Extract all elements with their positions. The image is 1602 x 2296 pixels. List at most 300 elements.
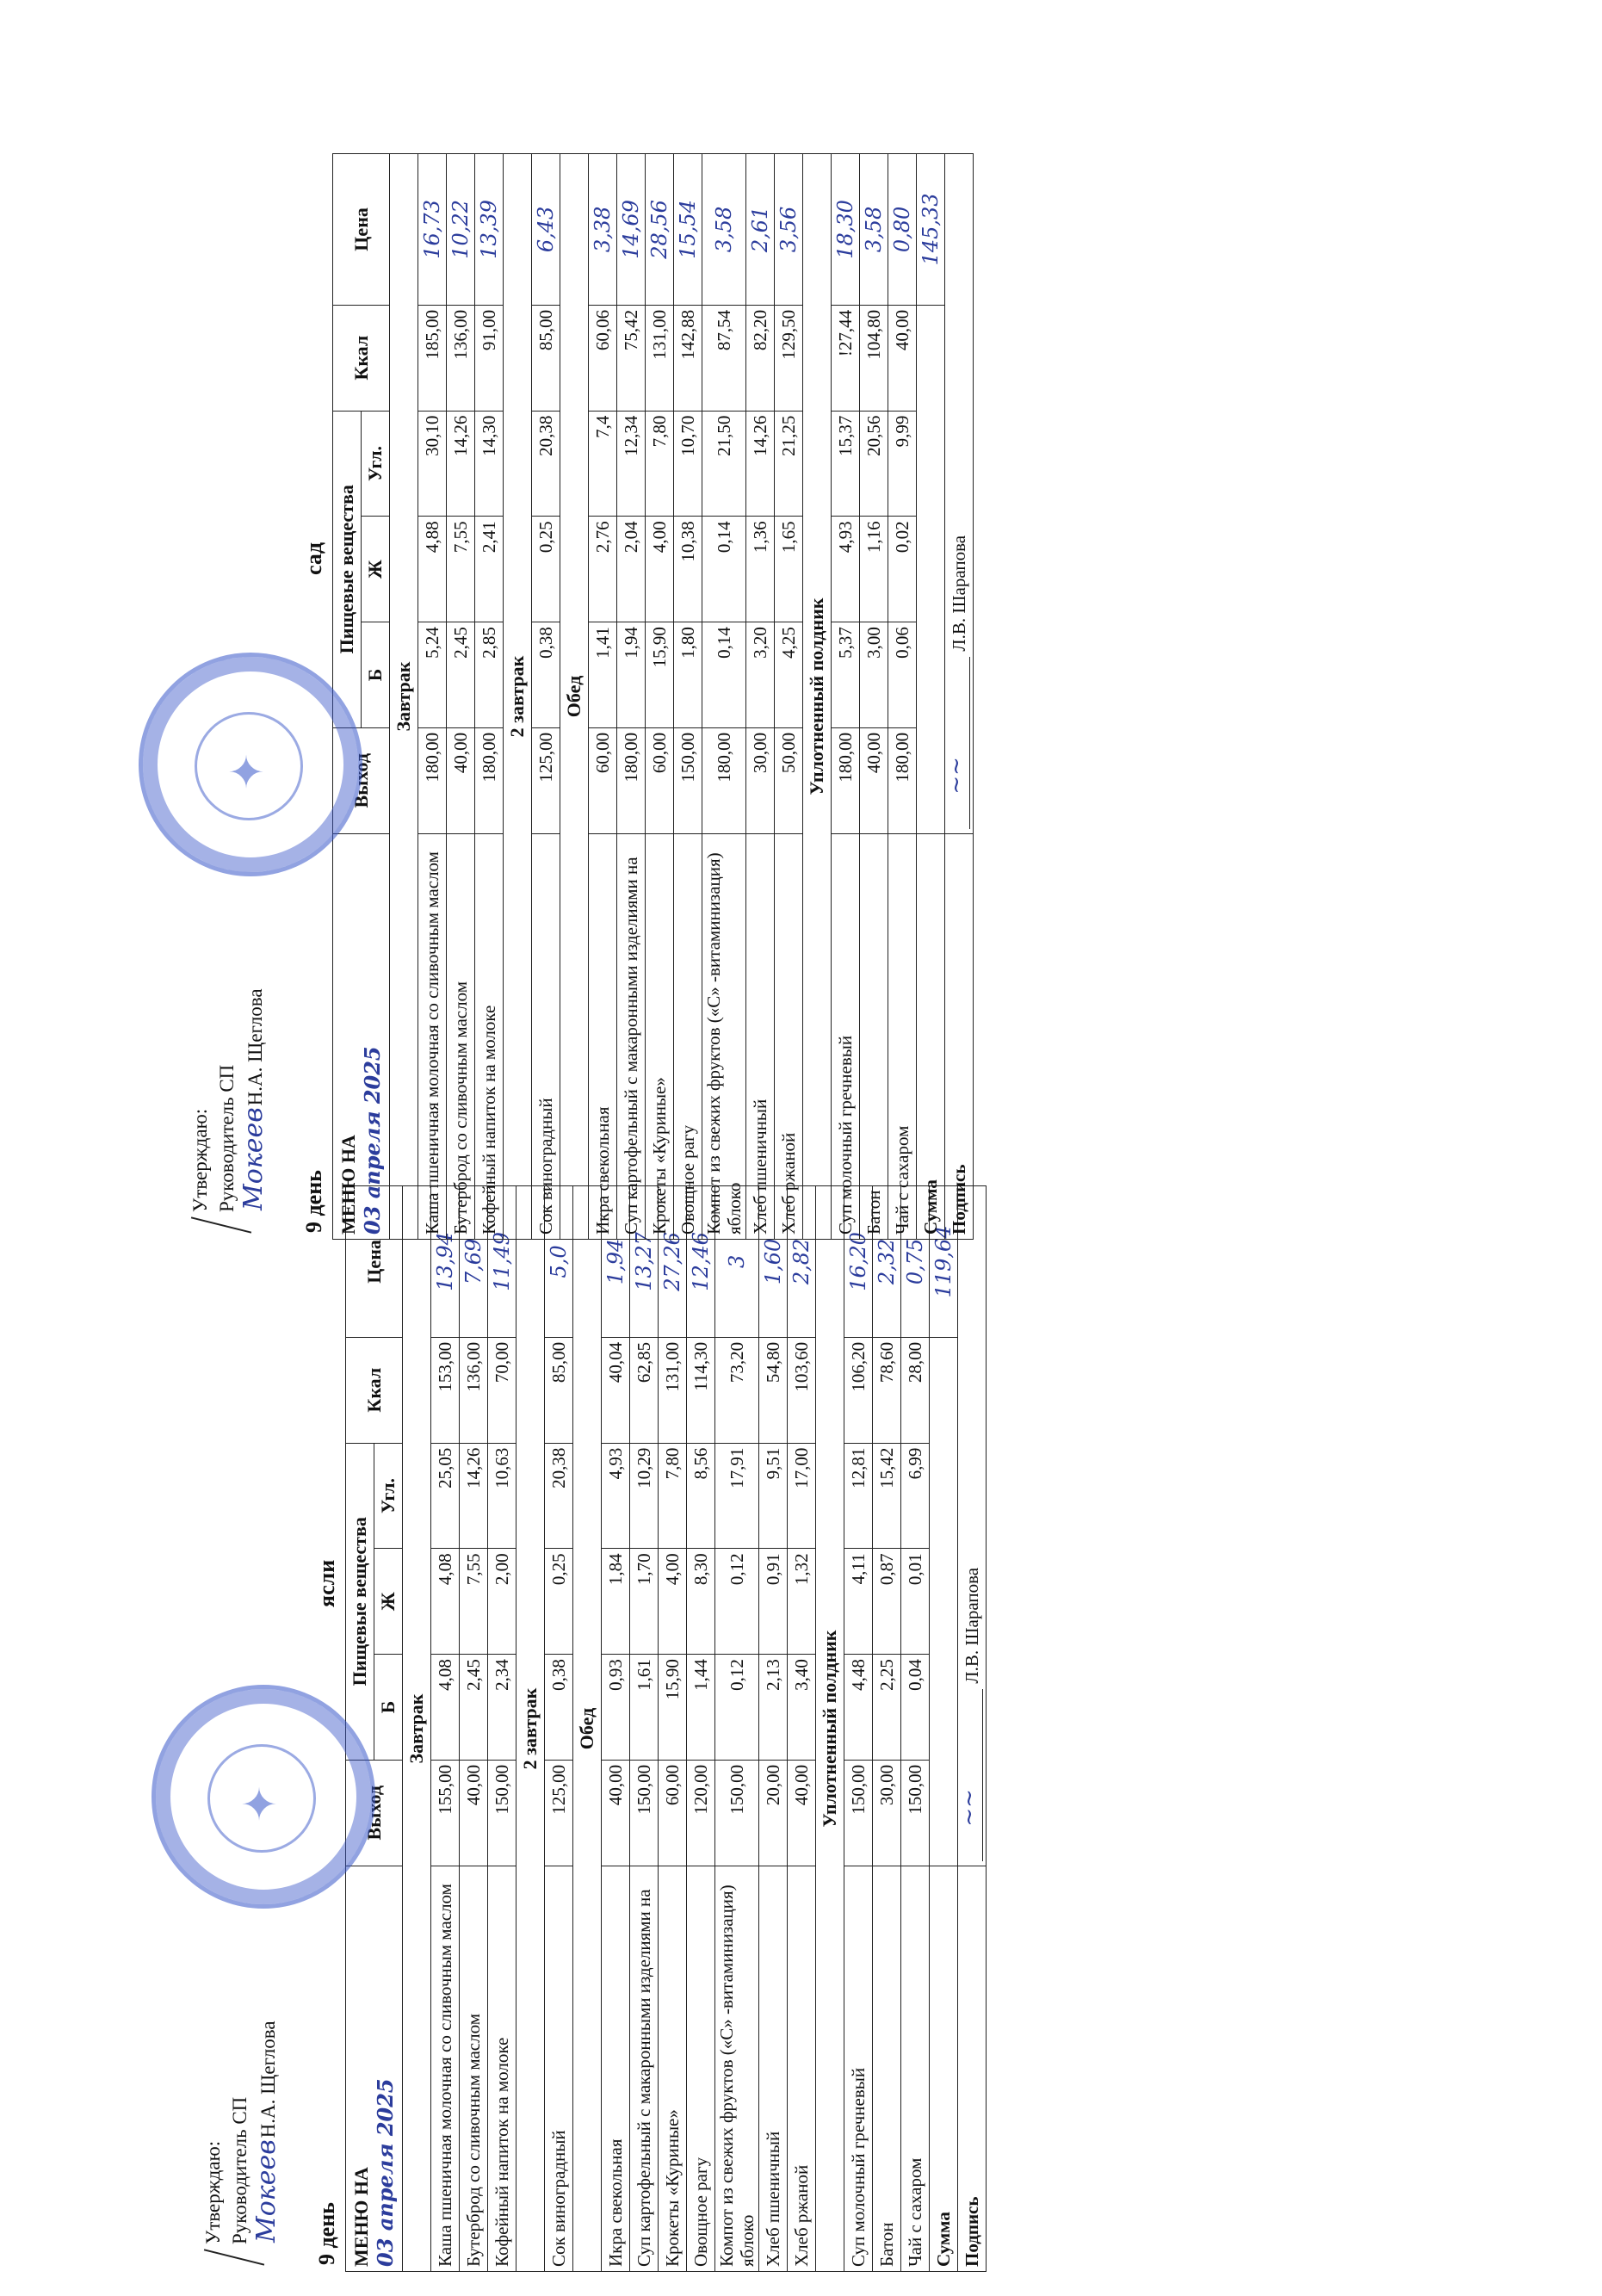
dish-protein: 1,94 [617,622,646,728]
menu-title-cell [346,1866,403,2271]
dish-carbs: 12,34 [617,411,646,517]
dish-name: Суп картофельный с макаронными изделиями на [617,833,646,1239]
table-row [788,1186,816,2272]
dish-kcal: 136,00 [460,1337,488,1443]
table-row [844,1186,873,2272]
dish-protein: 0,38 [532,622,560,728]
col-price: Цена [333,154,390,306]
dish-price: 11,49 [488,1186,516,1338]
dish-name: Каша пшеничная молочная со сливочным маслом [418,833,447,1239]
dish-carbs: 30,10 [418,411,447,517]
dish-fat: 4,11 [844,1549,873,1655]
dish-kcal: 62,85 [630,1337,659,1443]
dish-price: 3,58 [860,154,888,306]
signature-scribble: ~~ [943,757,969,795]
table-row [759,1186,788,2272]
dish-name: Суп молочный гречневый [832,833,860,1239]
dish-kcal: 78,60 [873,1337,901,1443]
dish-protein: 2,13 [759,1655,788,1761]
table-row [617,154,646,1240]
dish-output: 30,00 [746,727,775,833]
dish-carbs: 7,80 [659,1443,687,1549]
dish-kcal: 185,00 [418,305,447,411]
dish-protein: 0,93 [602,1655,630,1761]
dish-carbs: 15,42 [873,1443,901,1549]
table-row [715,1186,759,2272]
dish-protein: 0,04 [901,1655,930,1761]
col-protein: Б [374,1655,403,1761]
col-kcal: Ккал [346,1337,403,1443]
dish-protein: 2,25 [873,1655,901,1761]
table-row [602,1186,630,2272]
dish-fat: 1,65 [775,517,803,622]
dish-output: 60,00 [659,1760,687,1866]
dish-protein: 4,08 [431,1655,460,1761]
eagle-emblem-icon: ✦ [224,752,273,790]
dish-carbs: 7,4 [589,411,617,517]
table-row [873,1186,901,2272]
dish-kcal: 131,00 [646,305,674,411]
dish-fat: 0,01 [901,1549,930,1655]
dish-price: 2,32 [873,1186,901,1338]
sum-label: Сумма [917,833,945,1239]
dish-kcal: 91,00 [475,305,504,411]
dish-name: Суп молочный гречневый [844,1866,873,2271]
table-row [702,154,746,1240]
dish-fat: 0,25 [532,517,560,622]
dish-carbs: 10,63 [488,1443,516,1549]
approve-label: Утверждаю: [189,1108,211,1212]
dish-price: 3,56 [775,154,803,306]
dish-output: 60,00 [589,727,617,833]
dish-output: 40,00 [788,1760,816,1866]
dish-price: 27,26 [659,1186,687,1338]
dish-price: 6,43 [532,154,560,306]
dish-output: 60,00 [646,727,674,833]
dish-fat: 10,38 [674,517,702,622]
sum-row [917,154,945,1240]
dish-price: 12,46 [687,1186,715,1338]
dish-price: 2,82 [788,1186,816,1338]
dish-output: 125,00 [545,1760,573,1866]
menu-table [345,1185,987,2272]
dish-price: 13,94 [431,1186,460,1338]
dish-kcal: 75,42 [617,305,646,411]
menu-table [332,153,974,1240]
table-row [746,154,775,1240]
signature-label: Подпись [945,833,974,1239]
dish-carbs: 9,99 [888,411,917,517]
dish-carbs: 7,80 [646,411,674,517]
dish-price: 14,69 [617,154,646,306]
dish-protein: 3,40 [788,1655,816,1761]
table-row [659,1186,687,2272]
dish-kcal: 73,20 [715,1337,759,1443]
dish-output: 150,00 [674,727,702,833]
dish-name: Овощное рагу [687,1866,715,2271]
dish-carbs: 12,81 [844,1443,873,1549]
dish-name: Сок виноградный [532,833,560,1239]
table-row [901,1186,930,2272]
dish-name: Компот из свежих фруктов («С» -витаминизация) яблоко [702,833,746,1239]
dish-protein: 0,38 [545,1655,573,1761]
dish-protein: 15,90 [646,622,674,728]
dish-kcal: 28,00 [901,1337,930,1443]
section-row [816,1186,844,2272]
dish-protein: 0,14 [702,622,746,728]
dish-output: 150,00 [715,1760,759,1866]
dish-price: 1,94 [602,1186,630,1338]
table-row [532,154,560,1240]
dish-protein: 15,90 [659,1655,687,1761]
dish-protein: 1,61 [630,1655,659,1761]
dish-name: Сок виноградный [545,1866,573,2271]
menu-date: 03 апреля 2025 [360,1046,385,1235]
dish-carbs: 14,26 [447,411,475,517]
dish-price: 5,0 [545,1186,573,1338]
col-kcal: Ккал [333,305,390,411]
document-header [173,145,332,1264]
dish-output: 180,00 [617,727,646,833]
dish-name: Кофейный напиток на молоке [475,833,504,1239]
official-stamp [152,1685,375,1909]
dish-carbs: 20,38 [532,411,560,517]
dish-fat: 2,00 [488,1549,516,1655]
dish-fat: 4,93 [832,517,860,622]
dish-output: 40,00 [602,1760,630,1866]
approver-name: Н.А. Щеглова [244,988,266,1106]
dish-price: 16,20 [844,1186,873,1338]
dish-kcal: 106,20 [844,1337,873,1443]
dish-kcal: 131,00 [659,1337,687,1443]
approver-name: Н.А. Щеглова [257,2021,279,2138]
dish-name: Хлеб пшеничный [746,833,775,1239]
dish-fat: 0,25 [545,1549,573,1655]
dish-carbs: 10,29 [630,1443,659,1549]
dish-kcal: 82,20 [746,305,775,411]
dish-protein: 2,85 [475,622,504,728]
section-title: Уплотненный полдник [803,154,832,1240]
menu-title: МЕНЮ НА [350,2167,372,2267]
dish-kcal: 60,06 [589,305,617,411]
signature-line [943,657,970,829]
dish-kcal: 40,04 [602,1337,630,1443]
signature-row [945,154,974,1240]
col-price: Цена [346,1186,403,1338]
dish-kcal: !27,44 [832,305,860,411]
dish-output: 150,00 [488,1760,516,1866]
dish-fat: 4,88 [418,517,447,622]
approver-position: Руководитель СП [229,2096,251,2244]
dish-price: 3,58 [702,154,746,306]
dish-name: Кофейный напиток на молоке [488,1866,516,2271]
dish-protein: 2,45 [447,622,475,728]
dish-name: Батон [860,833,888,1239]
dish-fat: 4,00 [659,1549,687,1655]
dish-price: 28,56 [646,154,674,306]
dish-name: Суп картофельный с макаронными изделиями на [630,1866,659,2271]
dish-carbs: 20,56 [860,411,888,517]
dish-price: 0,75 [901,1186,930,1338]
table-row [888,154,917,1240]
approve-label: Утверждаю: [202,2140,224,2244]
dish-output: 40,00 [860,727,888,833]
dish-kcal: 40,00 [888,305,917,411]
group-label: ясли [314,1559,339,1607]
dish-protein: 4,48 [844,1655,873,1761]
dish-price: 3,38 [589,154,617,306]
col-carbs: Угл. [362,411,390,517]
section-row [560,154,589,1240]
section-title: 2 завтрак [516,1186,545,2272]
col-nutrients: Пищевые вещества [346,1443,374,1760]
signatory-name: Л.В. Шарапова [948,535,969,652]
dish-kcal: 70,00 [488,1337,516,1443]
dish-protein: 4,25 [775,622,803,728]
sum-label: Сумма [930,1866,958,2271]
approver-signature: Мокеев [238,1107,269,1210]
dish-carbs: 25,05 [431,1443,460,1549]
dish-name: Чай с сахаром [888,833,917,1239]
dish-name: Хлеб ржаной [788,1866,816,2271]
table-row [775,154,803,1240]
dish-protein: 0,06 [888,622,917,728]
section-title: Обед [573,1186,602,2272]
dish-price: 2,61 [746,154,775,306]
dish-fat: 1,32 [788,1549,816,1655]
table-row [488,1186,516,2272]
approval-block [200,2021,281,2244]
dish-fat: 0,02 [888,517,917,622]
dish-kcal: 85,00 [532,305,560,411]
section-title: 2 завтрак [504,154,532,1240]
dish-fat: 7,55 [447,517,475,622]
menu-title: МЕНЮ НА [337,1135,359,1235]
signature-label: Подпись [958,1866,987,2271]
dish-carbs: 15,37 [832,411,860,517]
dish-carbs: 9,51 [759,1443,788,1549]
section-title: Завтрак [390,154,418,1240]
menu-nursery [186,1177,982,2296]
dish-output: 180,00 [702,727,746,833]
table-row [646,154,674,1240]
dish-output: 40,00 [460,1760,488,1866]
dish-carbs: 17,00 [788,1443,816,1549]
dish-output: 40,00 [447,727,475,833]
dish-protein: 2,45 [460,1655,488,1761]
menu-title-cell [333,833,390,1239]
sum-row [930,1186,958,2272]
group-label: сад [301,542,326,575]
dish-name: Чай с сахаром [901,1866,930,2271]
approver-signature: Мокеев [251,2139,281,2243]
dish-output: 180,00 [832,727,860,833]
dish-output: 50,00 [775,727,803,833]
dish-carbs: 6,99 [901,1443,930,1549]
dish-kcal: 54,80 [759,1337,788,1443]
dish-fat: 1,36 [746,517,775,622]
dish-name: Хлеб пшеничный [759,1866,788,2271]
dish-name: Бутерброд со сливочным маслом [460,1866,488,2271]
document-header [186,1177,345,2296]
dish-name: Овощное рагу [674,833,702,1239]
dish-protein: 1,41 [589,622,617,728]
dish-carbs: 14,26 [460,1443,488,1549]
dish-name: Бутерброд со сливочным маслом [447,833,475,1239]
table-row [418,154,447,1240]
dish-kcal: 114,30 [687,1337,715,1443]
dish-name: Батон [873,1866,901,2271]
dish-kcal: 87,54 [702,305,746,411]
day-label: 9 день [314,2202,339,2265]
table-row [545,1186,573,2272]
dish-name: Икра свекольная [589,833,617,1239]
dish-carbs: 8,56 [687,1443,715,1549]
dish-fat: 4,00 [646,517,674,622]
dish-price: 7,69 [460,1186,488,1338]
col-fat: Ж [362,517,390,622]
eagle-emblem-icon: ✦ [237,1785,286,1823]
dish-output: 120,00 [687,1760,715,1866]
col-output: Выход [346,1760,403,1866]
dish-name: Крокеты «Куриные» [646,833,674,1239]
col-nutrients: Пищевые вещества [333,411,362,727]
table-row [447,154,475,1240]
dish-fat: 0,12 [715,1549,759,1655]
approval-block [187,988,269,1212]
col-protein: Б [362,622,390,728]
dish-fat: 2,76 [589,517,617,622]
dish-fat: 0,87 [873,1549,901,1655]
dish-name: Икра свекольная [602,1866,630,2271]
dish-fat: 2,41 [475,517,504,622]
dish-fat: 0,91 [759,1549,788,1655]
dish-carbs: 21,50 [702,411,746,517]
signatory-name: Л.В. Шарапова [961,1567,982,1684]
dish-price: 16,73 [418,154,447,306]
dish-fat: 8,30 [687,1549,715,1655]
table-row [674,154,702,1240]
table-row [431,1186,460,2272]
dish-output: 30,00 [873,1760,901,1866]
dish-fat: 1,16 [860,517,888,622]
dish-price: 15,54 [674,154,702,306]
dish-price: 18,30 [832,154,860,306]
dish-output: 180,00 [888,727,917,833]
table-row [475,154,504,1240]
dish-name: Хлеб ржаной [775,833,803,1239]
dish-kcal: 103,60 [788,1337,816,1443]
dish-carbs: 21,25 [775,411,803,517]
section-title: Обед [560,154,589,1240]
table-row [630,1186,659,2272]
dish-kcal: 142,88 [674,305,702,411]
dish-fat: 1,70 [630,1549,659,1655]
section-row [573,1186,602,2272]
dish-kcal: 104,80 [860,305,888,411]
dish-price: 3 [715,1186,759,1338]
signature-scribble: ~~ [956,1789,982,1827]
dish-protein: 0,12 [715,1655,759,1761]
sum-blank [930,1337,958,1866]
section-row [403,1186,431,2272]
dish-carbs: 4,93 [602,1443,630,1549]
official-stamp [139,653,362,876]
dish-output: 150,00 [844,1760,873,1866]
dish-protein: 3,00 [860,622,888,728]
dish-carbs: 10,70 [674,411,702,517]
dish-carbs: 17,91 [715,1443,759,1549]
table-row [832,154,860,1240]
dish-name: Крокеты «Куриные» [659,1866,687,2271]
dish-protein: 5,24 [418,622,447,728]
signature-row [958,1186,987,2272]
dish-price: 10,22 [447,154,475,306]
table-row [589,154,617,1240]
sum-blank [917,305,945,833]
approver-line [240,988,269,1212]
dish-kcal: 136,00 [447,305,475,411]
dish-kcal: 153,00 [431,1337,460,1443]
dish-kcal: 129,50 [775,305,803,411]
signature-cell [945,154,974,834]
check-mark [204,2249,264,2265]
dish-output: 180,00 [475,727,504,833]
dish-fat: 4,08 [431,1549,460,1655]
approver-position: Руководитель СП [216,1064,238,1212]
day-label: 9 день [301,1170,326,1233]
col-output: Выход [333,727,390,833]
dish-fat: 2,04 [617,517,646,622]
section-row [504,154,532,1240]
dish-protein: 2,34 [488,1655,516,1761]
check-mark [191,1216,251,1233]
table-row [687,1186,715,2272]
dish-output: 180,00 [418,727,447,833]
dish-fat: 1,84 [602,1549,630,1655]
dish-output: 150,00 [630,1760,659,1866]
dish-fat: 7,55 [460,1549,488,1655]
signature-line [956,1689,983,1861]
menu-date: 03 апреля 2025 [373,2078,398,2267]
dish-price: 13,39 [475,154,504,306]
sum-value: 119,64 [930,1186,958,1338]
section-row [803,154,832,1240]
dish-kcal: 85,00 [545,1337,573,1443]
dish-protein: 1,44 [687,1655,715,1761]
dish-fat: 0,14 [702,517,746,622]
dish-carbs: 14,30 [475,411,504,517]
dish-name: Компот из свежих фруктов («С» -витаминизация) яблоко [715,1866,759,2271]
dish-protein: 3,20 [746,622,775,728]
dish-output: 20,00 [759,1760,788,1866]
dish-carbs: 20,38 [545,1443,573,1549]
table-row [860,154,888,1240]
approver-line [253,2021,281,2244]
dish-name: Каша пшеничная молочная со сливочным маслом [431,1866,460,2271]
col-carbs: Угл. [374,1443,403,1549]
section-title: Уплотненный полдник [816,1186,844,2272]
dish-protein: 1,80 [674,622,702,728]
col-fat: Ж [374,1549,403,1655]
section-title: Завтрак [403,1186,431,2272]
section-row [390,154,418,1240]
dish-protein: 5,37 [832,622,860,728]
dish-price: 1,60 [759,1186,788,1338]
dish-price: 13,27 [630,1186,659,1338]
dish-output: 150,00 [901,1760,930,1866]
section-row [516,1186,545,2272]
